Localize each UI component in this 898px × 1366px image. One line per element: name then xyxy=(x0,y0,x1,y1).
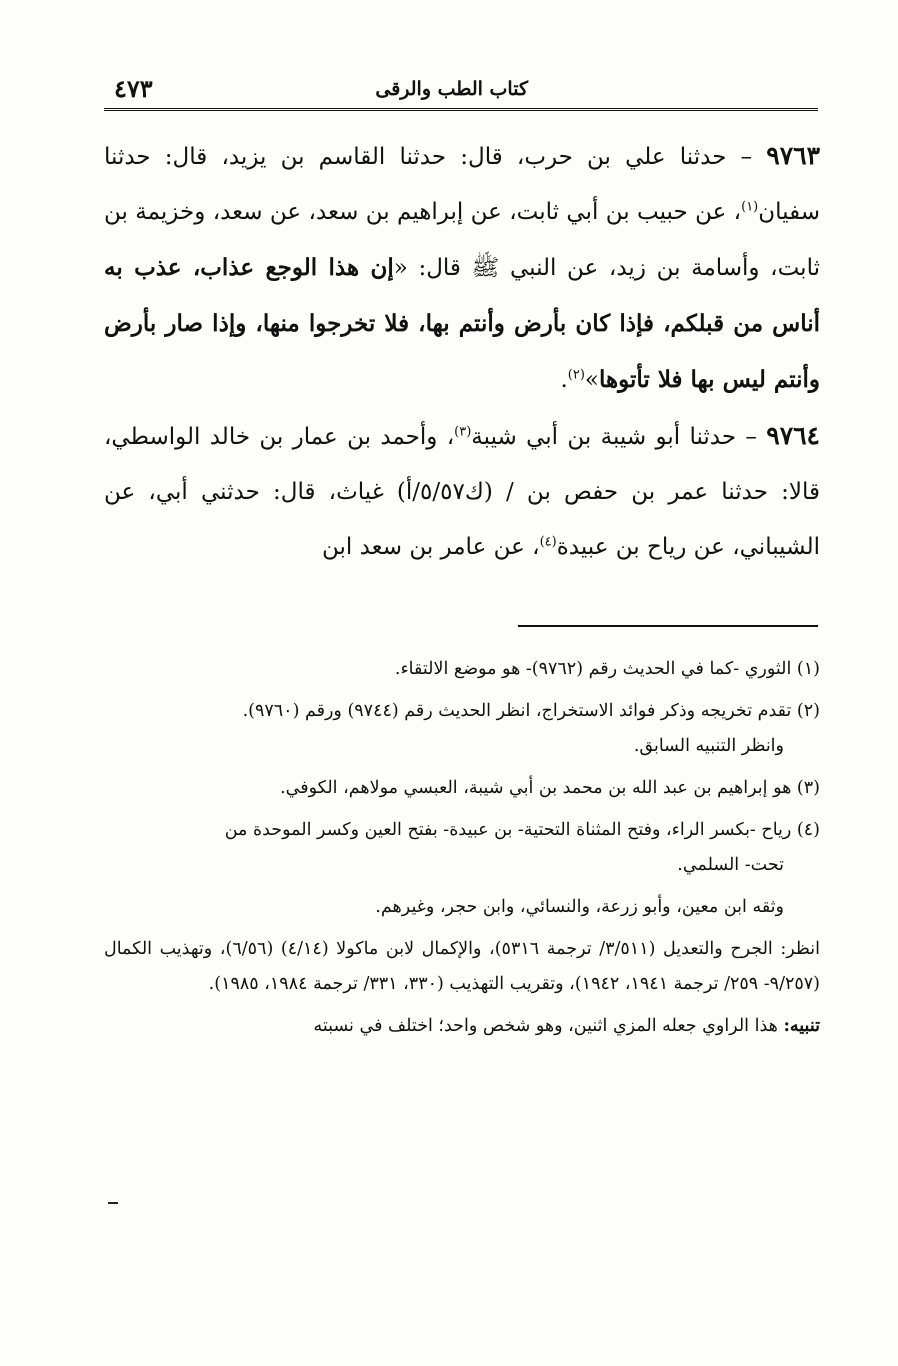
footnote-paragraph xyxy=(104,1009,820,1044)
footnote-ref: (٤) xyxy=(539,534,557,550)
footnote-ref: (١) xyxy=(741,199,759,215)
running-title: كتاب الطب والرقى xyxy=(375,78,528,100)
footnote: (٤) رياح -بكسر الراء، وفتح المثناة التحتية- بن عبيدة- بفتح العين وكسر الموحدة من xyxy=(224,820,820,840)
note-text: هذا الراوي جعله المزي اثنين، وهو شخص واحد؛ اختلف في نسبته xyxy=(313,1016,784,1036)
hadith-paragraph xyxy=(104,408,820,575)
continuation-mark xyxy=(108,1202,118,1204)
footnote-separator xyxy=(518,625,818,627)
footnote-ref: (٢) xyxy=(567,367,585,383)
hadith-text: » xyxy=(584,367,599,393)
footnote: (٣) هو إبراهيم بن عبد الله بن محمد بن أبي شيبة، العبسي مولاهم، الكوفي. xyxy=(280,778,820,798)
hadith-number: ٩٧٦٣ xyxy=(766,141,820,170)
footnote: (١) الثوري -كما في الحديث رقم (٩٧٦٢)- هو موضع الالتقاء. xyxy=(394,659,820,679)
footnote-continuation: وانظر التنبيه السابق. xyxy=(633,736,784,756)
hadith-text: ، عن حبيب بن أبي ثابت، عن إبراهيم بن سعد، عن سعد، وخزيمة بن ثابت، وأسامة بن زيد، عن النبي ﷺ قال: « xyxy=(104,199,820,281)
hadith-text: – حدثنا علي بن حرب، قال: حدثنا القاسم بن يزيد، قال: حدثنا سفيان xyxy=(104,144,820,225)
footnote-paragraph: وثقه ابن معين، وأبو زرعة، والنسائي، وابن حجر، وغيرهم. xyxy=(375,897,784,917)
hadith-number: ٩٧٦٤ xyxy=(766,421,820,450)
page-number: ٤٧٣ xyxy=(114,74,153,103)
hadith-matn: إن هذا الوجع عذاب، عذب به أناس من قبلكم، فإذا كان بأرض وأنتم بها، فلا تخرجوا منها، وإذا صار بأرض وأنتم ليس بها فلا تأتوها xyxy=(104,254,820,393)
hadith-text: ، وأحمد بن عمار بن خالد الواسطي، قالا: حدثنا عمر بن حفص بن / (ك٥/٥٧/أ) غياث، قال: حدثني أبي، عن الشيباني، عن رياح بن عبيدة xyxy=(104,424,820,560)
footnotes xyxy=(104,652,820,1051)
main-text xyxy=(104,128,820,575)
hadith-text: . xyxy=(560,367,568,393)
hadith-paragraph xyxy=(104,128,820,408)
hadith-text: – حدثنا أبو شيبة بن أبي شيبة xyxy=(471,424,767,450)
running-header xyxy=(104,74,818,111)
footnote: (٢) تقدم تخريجه وذكر فوائد الاستخراج، انظر الحديث رقم (٩٧٤٤) ورقم (٩٧٦٠). xyxy=(242,701,820,721)
footnote-ref: (٣) xyxy=(454,424,472,440)
footnote-paragraph: انظر: الجرح والتعديل (٣/٥١١/ ترجمة ٥٣١٦)، والإكمال لابن ماكولا (٤/١٤) (٦/٥٦)، وتهذيب الكمال (٩/٢٥٧- ٢٥٩/ ترجمة ١٩٤١، ١٩٤٢)، وتقريب التهذيب (٣٣٠، ٣٣١/ ترجمة ١٩٨٤، ١٩٨٥). xyxy=(104,939,820,994)
hadith-text: ، عن عامر بن سعد ابن xyxy=(321,534,540,560)
footnote-continuation: تحت- السلمي. xyxy=(677,855,784,875)
note-label: تنبيه: xyxy=(783,1016,820,1036)
